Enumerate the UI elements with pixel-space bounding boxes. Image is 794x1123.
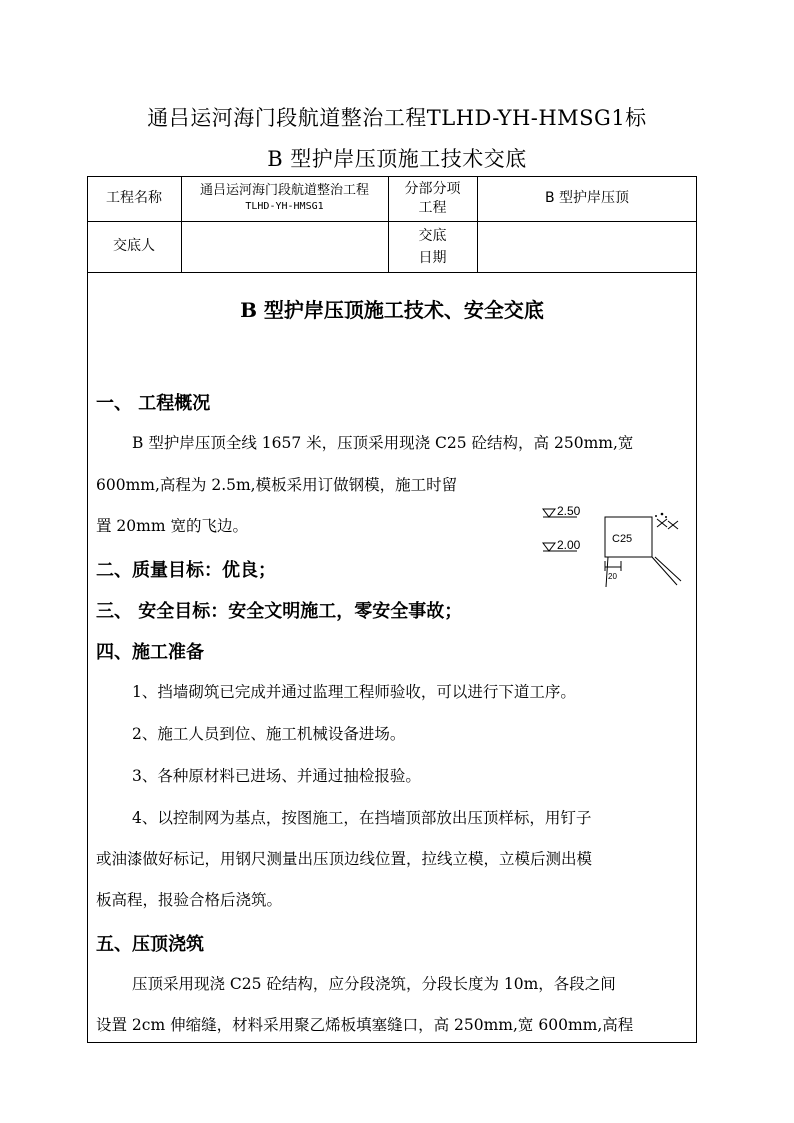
project-name-label: 工程名称	[106, 190, 162, 206]
paragraph-line: 设置 2cm 伸缩缝，材料采用聚乙烯板填塞缝口，高 250mm,宽 600mm,高程	[96, 1016, 634, 1034]
date-value	[477, 221, 697, 272]
level-top-label: 2.50	[557, 504, 581, 518]
cap-cross-section-figure	[535, 497, 685, 592]
date-label-line2: 日期	[418, 249, 447, 266]
sub-item-value: B 型护岸压顶	[544, 190, 630, 206]
sub-item-label-line1: 分部分项	[404, 180, 461, 197]
level-bottom-label: 2.00	[557, 538, 581, 552]
project-name-value	[181, 176, 388, 221]
table-bottom-divider	[87, 272, 697, 273]
paragraph-line: 压顶采用现浇 C25 砼结构，应分段浇筑，分段长度为 10m，各段之间	[132, 975, 616, 993]
concrete-grade-label: C25	[612, 533, 633, 545]
heading-project-overview: 一、 工程概况	[96, 393, 211, 414]
heading-safety-target: 三、 安全目标：安全文明施工，零安全事故；	[96, 601, 463, 622]
list-item: 2、施工人员到位、施工机械设备进场。	[132, 725, 406, 743]
date-label-line1: 交底	[418, 227, 447, 244]
heading-quality-target: 二、质量目标：优良；	[96, 560, 276, 581]
project-name-text: 通吕运河海门段航道整治工程	[199, 182, 369, 198]
heading-preparation: 四、施工准备	[96, 642, 204, 663]
disclosure-section-title: B 型护岸压顶施工技术、安全交底	[240, 298, 544, 322]
date-label	[388, 221, 477, 272]
level-marker-icon	[543, 543, 555, 551]
flange-width-label: 20	[608, 572, 617, 581]
paragraph-line: 或油漆做好标记，用钢尺测量出压顶边线位置，拉线立模，立模后测出模	[96, 850, 593, 868]
list-item: 4、以控制网为基点，按图施工，在挡墙顶部放出压顶样标，用钉子	[132, 809, 592, 827]
heading-cap-pouring: 五、压顶浇筑	[96, 934, 204, 955]
document-subtitle: B 型护岸压顶施工技术交底	[267, 147, 527, 171]
document-title: 通吕运河海门段航道整治工程TLHD-YH-HMSG1标	[147, 106, 647, 130]
list-item: 1、挡墙砌筑已完成并通过监理工程师验收，可以进行下道工序。	[132, 683, 576, 701]
list-item: 3、各种原材料已进场、并通过抽检报验。	[132, 767, 421, 785]
paragraph-line: B 型护岸压顶全线 1657 米，压顶采用现浇 C25 砼结构，高 250mm,宽	[132, 434, 634, 452]
paragraph-line: 置 20mm 宽的飞边。	[96, 517, 248, 535]
level-marker-icon	[543, 509, 555, 517]
paragraph-line: 板高程，报验合格后浇筑。	[96, 891, 283, 909]
project-code-text: TLHD-YH-HMSG1	[245, 200, 324, 212]
paragraph-line: 600mm,高程为 2.5m,模板采用订做钢模，施工时留	[96, 476, 458, 494]
discloser-label: 交底人	[113, 238, 155, 254]
sub-item-label	[388, 176, 477, 221]
discloser-value	[181, 221, 388, 272]
sub-item-label-line2: 工程	[418, 199, 447, 216]
